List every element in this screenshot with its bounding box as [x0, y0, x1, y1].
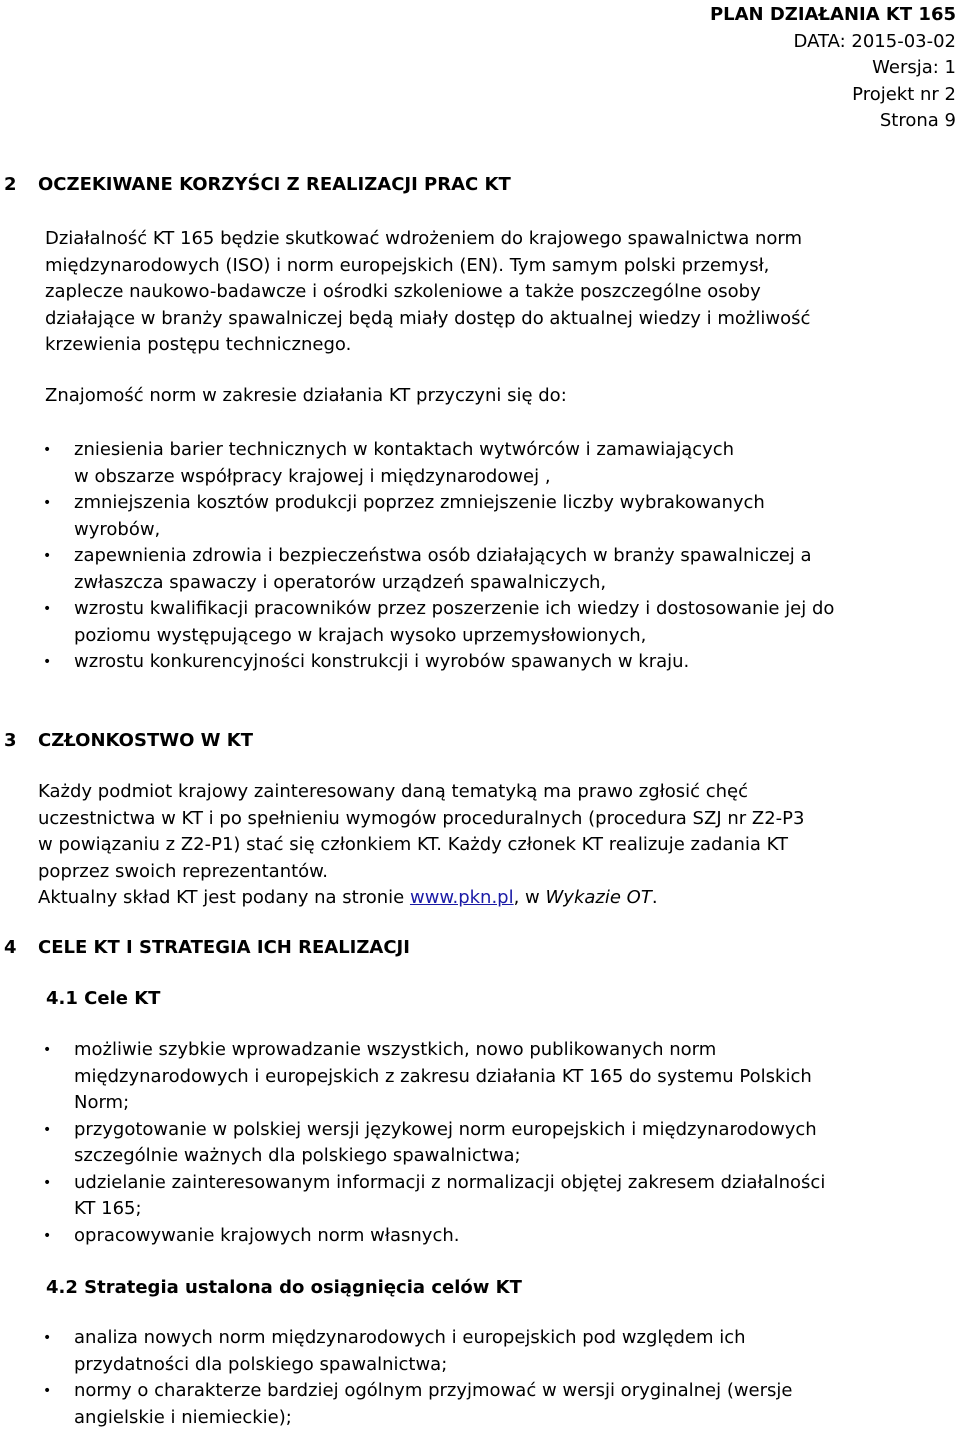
section-3-paragraph [38, 779, 804, 912]
bullet-icon: • [43, 654, 52, 670]
list-item: • udzielanie zainteresowanym informacji z normalizacji objętej zakresem działalności KT 165; [43, 1171, 826, 1219]
list-item: • wzrostu kwalifikacji pracowników przez poszerzenie ich wiedzy i dostosowanie jej do poziomu występującego w krajach wysoko uprzemysłowionych, [43, 598, 835, 646]
ot-list-reference: Wykazie OT [545, 887, 652, 908]
section-2-paragraph-2 [45, 383, 567, 410]
section-title: CELE KT I STRATEGIA ICH REALIZACJI [38, 937, 410, 958]
page-number: Strona 9 [879, 110, 956, 131]
list-item: • wzrostu konkurencyjności konstrukcji i wyrobów spawanych w kraju. [37, 649, 834, 676]
paragraph-line: zaplecze naukowo-badawcze i ośrodki szkoleniowe a także poszczególne osoby [45, 281, 761, 302]
bullet-icon: • [43, 442, 52, 458]
list-item: • analiza nowych norm międzynarodowych i europejskich pod względem ich przydatności dla polskiego spawalnictwa; [43, 1327, 746, 1375]
section-2-heading [4, 172, 511, 198]
bullet-icon: • [43, 1042, 52, 1058]
subsection-4-1-heading: 4.1 Cele KT [46, 988, 161, 1009]
paragraph-line: krzewienia postępu technicznego. [45, 334, 352, 355]
section-2-paragraph-1 [45, 226, 810, 359]
bullet-icon: • [43, 548, 52, 564]
list-item: • zapewnienia zdrowia i bezpieczeństwa osób działających w branży spawalniczej a zwłaszcza spawaczy i operatorów urządzeń spawalniczych, [43, 545, 812, 593]
section-number: 4 [4, 937, 17, 958]
subsection-4-2-heading: 4.2 Strategia ustalona do osiągnięcia celów KT [46, 1277, 522, 1298]
section-4-heading [4, 935, 410, 961]
paragraph-line: działające w branży spawalniczej będą miały dostęp do aktualnej wiedzy i możliwość [45, 307, 811, 329]
membership-link-line: Aktualny skład KT jest podany na stronie www.pkn.pl, w Wykazie OT. [38, 887, 658, 908]
paragraph-line: Każdy podmiot krajowy zainteresowany daną tematyką ma prawo zgłosić chęć [38, 781, 749, 802]
paragraph-line: w powiązaniu z Z2-P1) stać się członkiem KT. Każdy członek KT realizuje zadania KT [38, 834, 789, 855]
section-number: 2 [4, 174, 17, 195]
document-version: Wersja: 1 [872, 57, 956, 78]
bullet-icon: • [43, 1174, 52, 1191]
section-title: CZŁONKOSTWO W KT [38, 730, 253, 751]
bullet-icon: • [43, 1383, 52, 1399]
bullet-icon: • [43, 1330, 52, 1346]
paragraph-line: uczestnictwa w KT i po spełnieniu wymogów proceduralnych (procedura SZJ nr Z2-P3 [38, 807, 805, 829]
benefits-list [37, 437, 834, 676]
document-date: DATA: 2015-03-02 [793, 30, 956, 52]
section-number: 3 [4, 730, 17, 751]
strategy-list [37, 1325, 793, 1431]
bullet-icon: • [43, 1121, 52, 1138]
page-header [710, 2, 956, 135]
pkn-website-link[interactable]: www.pkn.pl [409, 887, 514, 908]
paragraph-line: poprzez swoich reprezentantów. [38, 860, 328, 882]
project-number: Projekt nr 2 [852, 83, 956, 105]
list-item: • opracowywanie krajowych norm własnych. [37, 1223, 825, 1250]
list-item: • przygotowanie w polskiej wersji językowej norm europejskich i międzynarodowych szczególnie ważnych dla polskiego spawalnictwa; [43, 1118, 817, 1166]
paragraph-line: Działalność KT 165 będzie skutkować wdrożeniem do krajowego spawalnictwa norm [45, 228, 803, 249]
bullet-icon: • [43, 601, 52, 617]
bullet-icon: • [43, 495, 52, 511]
paragraph-line: międzynarodowych (ISO) i norm europejskich (EN). Tym samym polski przemysł, [45, 254, 770, 276]
list-item: • zmniejszenia kosztów produkcji poprzez zmniejszenie liczby wybrakowanych wyrobów, [43, 492, 765, 540]
goals-list [37, 1037, 825, 1249]
list-item: • normy o charakterze bardziej ogólnym przyjmować w wersji oryginalnej (wersje angielskie i niemieckie); [43, 1380, 793, 1428]
list-item: • możliwie szybkie wprowadzanie wszystkich, nowo publikowanych norm międzynarodowych i europejskich z zakresu działania KT 165 do systemu Polskich Norm; [43, 1039, 812, 1113]
list-item: • zniesienia barier technicznych w kontaktach wytwórców i zamawiających w obszarze współpracy krajowej i międzynarodowej , [43, 439, 735, 487]
section-title: OCZEKIWANE KORZYŚCI Z REALIZACJI PRAC KT [38, 174, 511, 195]
plan-title: PLAN DZIAŁANIA KT 165 [709, 4, 956, 25]
bullet-icon: • [43, 1227, 52, 1244]
paragraph-line: Znajomość norm w zakresie działania KT przyczyni się do: [45, 385, 567, 406]
section-3-heading [4, 728, 253, 754]
